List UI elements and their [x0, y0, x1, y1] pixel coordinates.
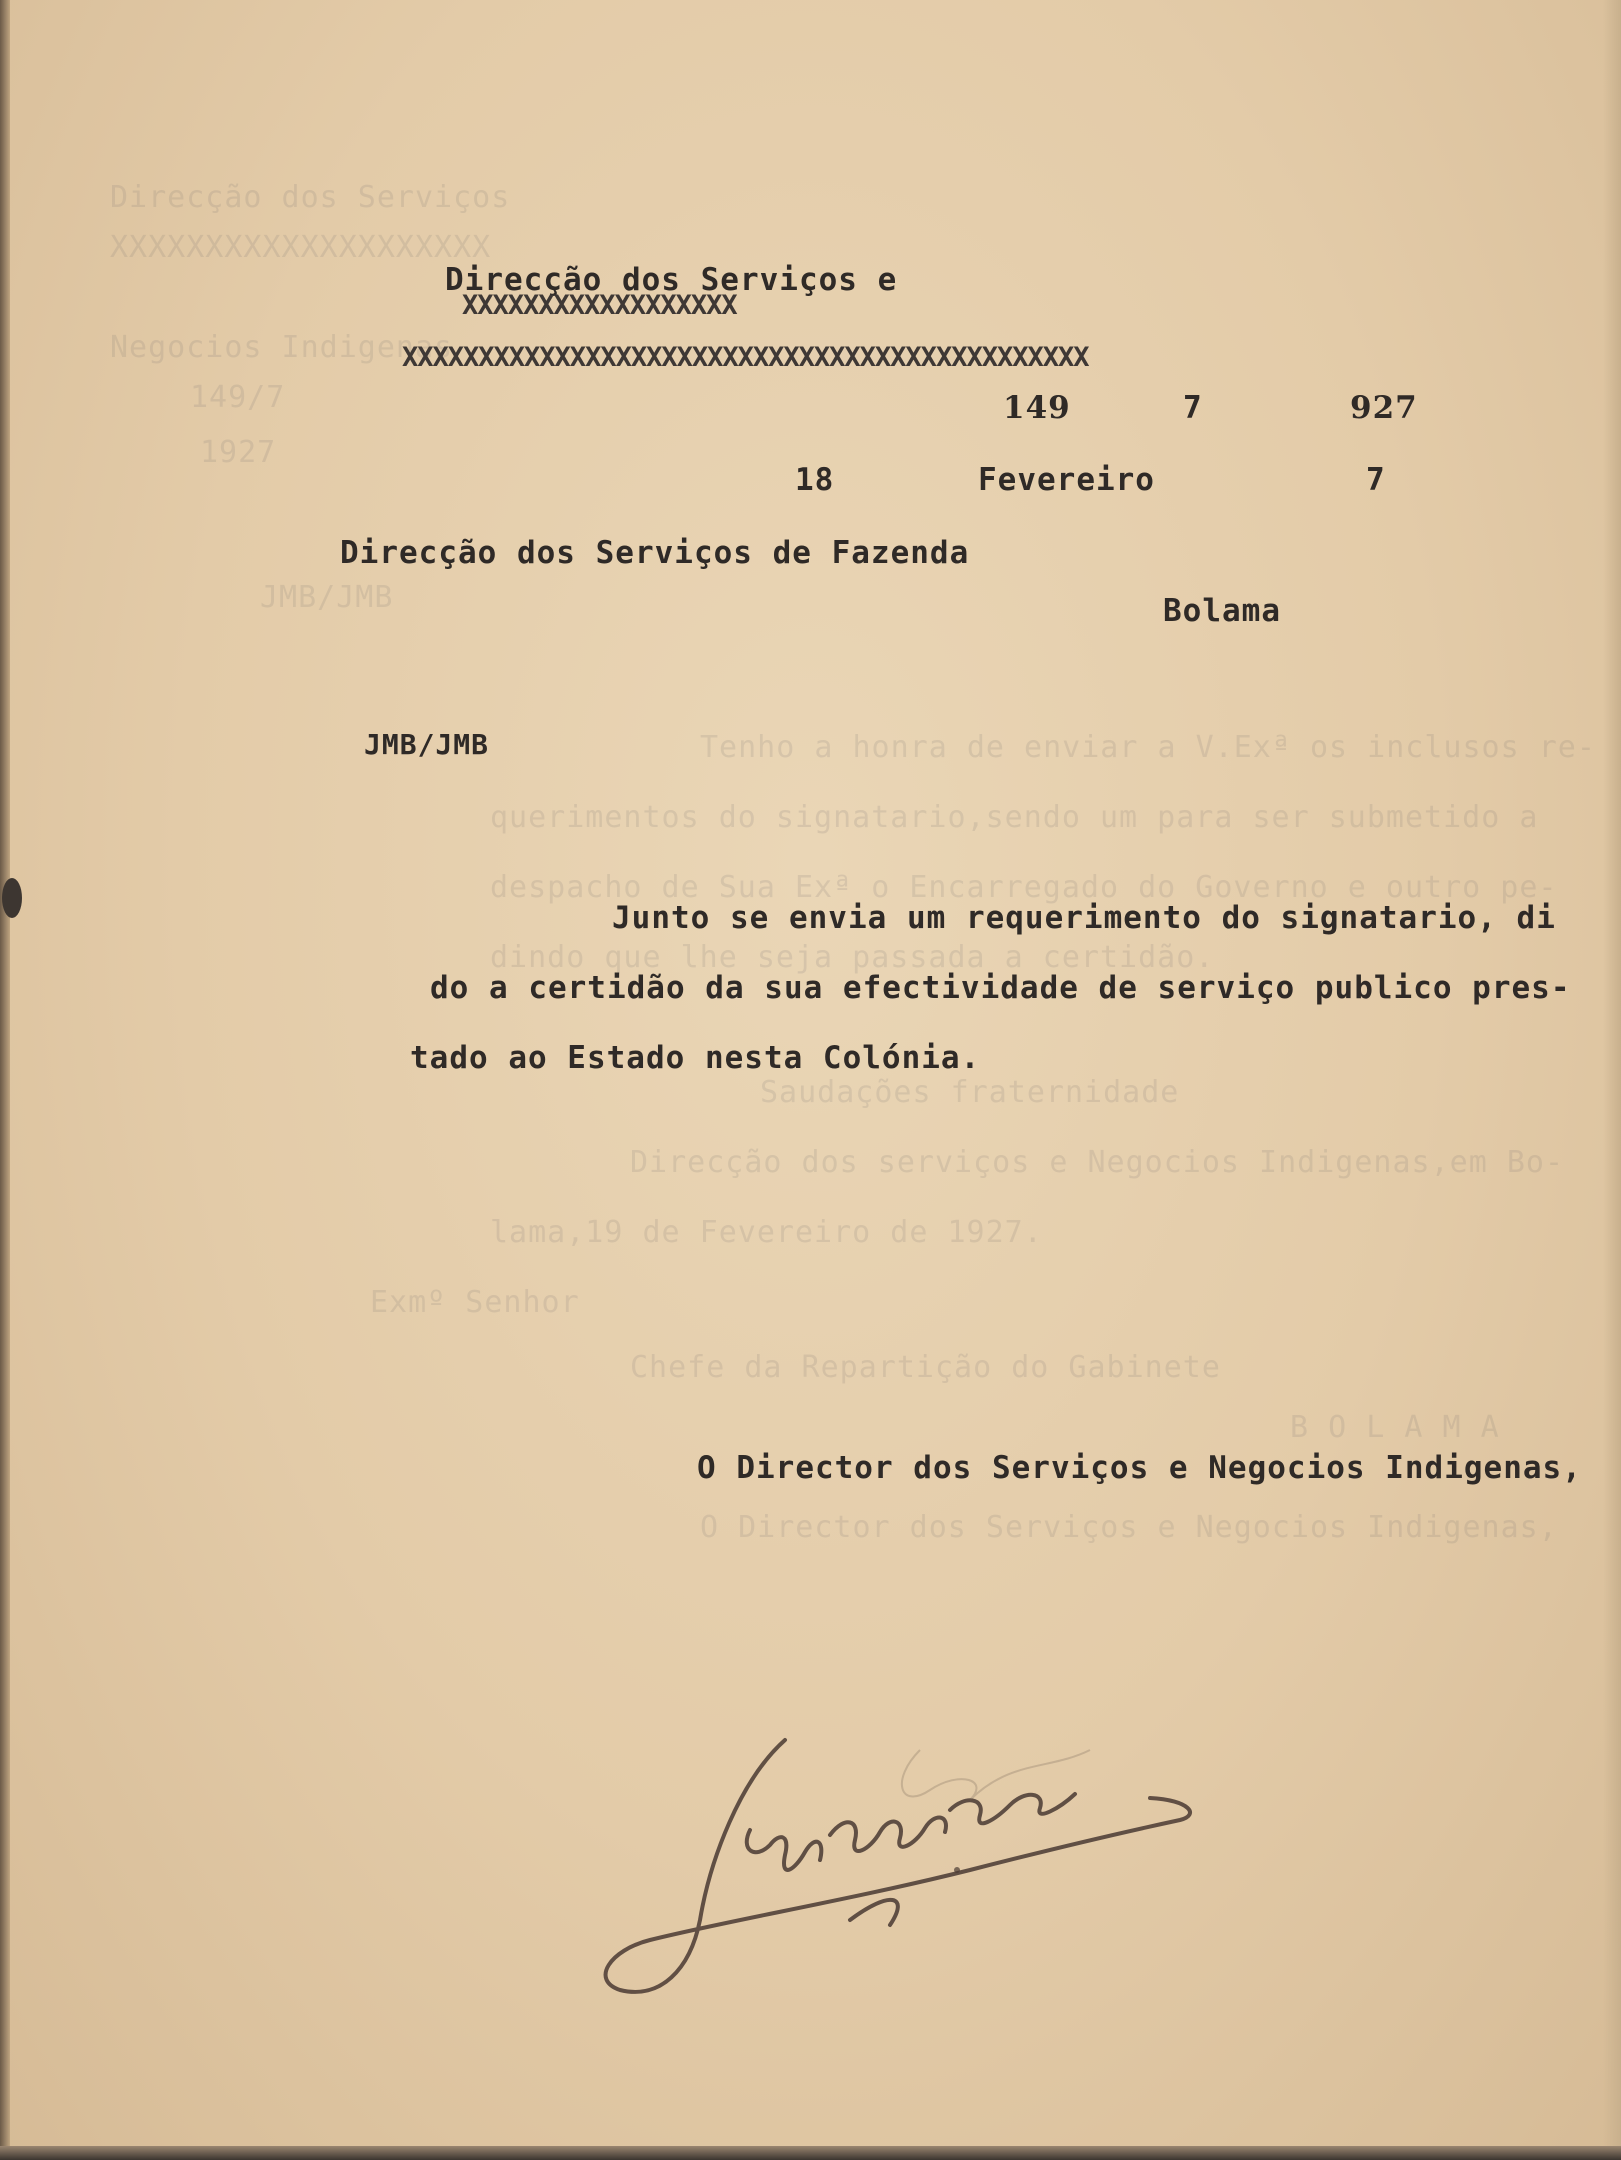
page-right-edge: [1603, 0, 1621, 2160]
struck-line-1: XXXXXXXXXXXXXXXXXX: [462, 290, 737, 321]
reference-year: 927: [1350, 390, 1418, 426]
struck-line-2: XXXXXXXXXXXXXXXXXXXXXXXXXXXXXXXXXXXXXXXXXXXXX: [402, 342, 1089, 373]
header-line-1: Direcção dos Serviços e: [445, 262, 898, 298]
reference-series: 7: [1183, 390, 1203, 426]
document-page: Direcção dos Serviços XXXXXXXXXXXXXXXXXXXX Negocios Indigenas 149/7 1927 JMB/JMB Tenho a honra de enviar a V.Exª os inclusos re- querimentos do signatario,sendo um para ser submetido a despacho de Sua Exª o Encarregado do Governo e outro pe- dindo que lhe seja passada a certidão. Saudações fraternidade Direcção dos serviços e Negocios Indigenas,em Bo- lama,19 de Fevereiro de 1927. Exmº Senhor Chefe da Repartição do Gabinete B O L A M A O Director dos Serviços e Negocios Indigenas, Direcção dos Serviços e XXXXXXXXXXXXXXXXXX XXXXXXXXXXXXXXXXXXXXXXXXXXXXXXXXXXXXXXXXXXXXX 149 7 927 18 Fevereiro 7 Direcção dos Serviços de Fazenda Bolama JMB/JMB Junto se envia um requerimento do signatario, di do a certidão da sua efectividade de serviço publico pres- tado ao Estado nesta Colónia. O Director dos Serviços e Negocios Indigenas,: [0, 0, 1621, 2160]
initials: JMB/JMB: [364, 728, 490, 761]
page-left-edge: [0, 0, 10, 2160]
addressee-place: Bolama: [1163, 593, 1281, 629]
body-line-3: tado ao Estado nesta Colónia.: [410, 1040, 981, 1076]
closing-title: O Director dos Serviços e Negocios Indigenas,: [697, 1450, 1582, 1486]
date-year-digit: 7: [1366, 462, 1386, 498]
page-bottom-edge: [0, 2146, 1621, 2160]
addressee: Direcção dos Serviços de Fazenda: [340, 535, 970, 571]
date-day: 18: [795, 462, 835, 498]
binding-hole: [2, 878, 22, 918]
reference-number: 149: [1003, 390, 1071, 426]
body-line-2: do a certidão da sua efectividade de serviço publico pres-: [430, 970, 1571, 1006]
handwritten-signature: [590, 1720, 1230, 2040]
body-line-1: Junto se envia um requerimento do signatario, di: [612, 900, 1556, 936]
date-month: Fevereiro: [978, 462, 1155, 498]
